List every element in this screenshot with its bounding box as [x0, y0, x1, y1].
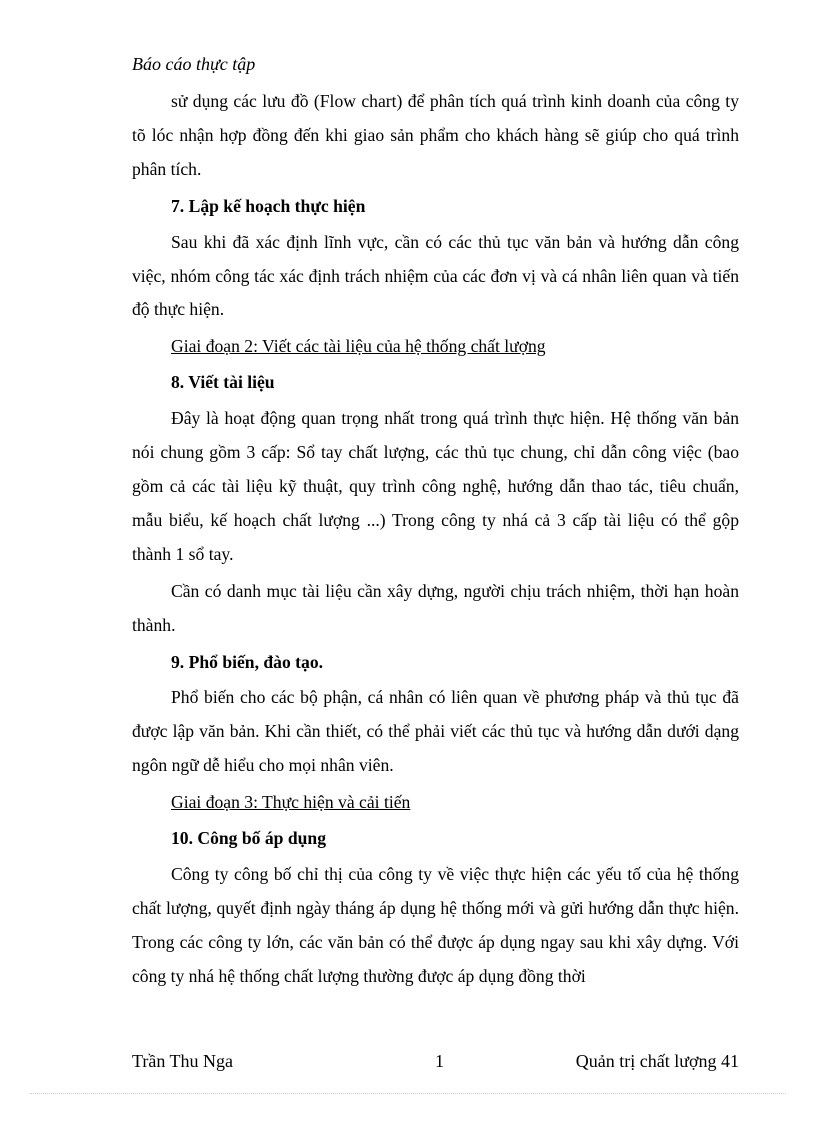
heading-step-8: 8. Viết tài liệu: [171, 372, 275, 393]
document-body: [132, 85, 739, 997]
stage-3-title: [132, 786, 739, 820]
paragraph-training: Phổ biến cho các bộ phận, cá nhân có liên quan về phương pháp và thủ tục đã được lập văn bản. Khi cần thiết, có thể phải viết các thủ tục và hướng dẫn dưới dạng ngôn ngữ dễ hiểu cho mọi nhân viên.: [132, 687, 739, 776]
paragraph-announcement: Công ty công bố chỉ thị của công ty về việc thực hiện các yếu tố của hệ thống chất lượng, quyết định ngày tháng áp dụng hệ thống mới và gửi hướng dẫn thực hiện. Trong các công ty lớn, các văn bản có thể được áp dụng ngay sau khi xây dựng. Với công ty nhá hệ thống chất lượng thường được áp dụng đồng thời: [132, 863, 739, 986]
footer-course: Quản trị chất lượng 41: [575, 1051, 739, 1071]
heading-step-10: 10. Công bố áp dụng: [171, 828, 326, 849]
page-bottom-divider: [30, 1093, 786, 1094]
footer-author: Trần Thu Nga: [132, 1051, 234, 1071]
paragraph-documents: Đây là hoạt động quan trọng nhất trong quá trình thực hiện. Hệ thống văn bản nói chung gồm 3 cấp: Sổ tay chất lượng, các thủ tục chung, chỉ dẫn công việc (bao gồm cả các tài liệu kỹ thuật, quy trình công nghệ, hướng dẫn thao tác, tiêu chuẩn, mẫu biểu, kế hoạch chất lượng ...) Trong công ty nhá cả 3 cấp tài liệu có thể gộp thành 1 sổ tay.: [132, 408, 739, 564]
running-header: Báo cáo thực tập: [132, 54, 256, 74]
paragraph-flow-chart: sử dụng các lưu đồ (Flow chart) để phân tích quá trình kinh doanh của công ty tõ lóc nhận hợp đồng đến khi giao sản phẩm cho khách hàng sẽ giúp cho quá trình phân tích.: [132, 91, 739, 179]
heading-step-9: 9. Phổ biến, đào tạo.: [171, 651, 324, 672]
paragraph-plan: Sau khi đã xác định lĩnh vực, cần có các thủ tục văn bản và hướng dẫn công việc, nhóm công tác xác định trách nhiệm của các đơn vị và cá nhân liên quan và tiến độ thực hiện.: [132, 231, 739, 320]
stage-2-title: [132, 330, 739, 364]
stage-2-label: Giai đoạn 2: Viết các tài liệu của hệ thống chất lượng: [171, 336, 546, 357]
stage-3-label: Giai đoạn 3: Thực hiện và cải tiến: [171, 792, 411, 813]
heading-step-7: 7. Lập kế hoạch thực hiện: [171, 195, 366, 216]
footer-page-number: 1: [435, 1051, 444, 1071]
paragraph-document-list: Cần có danh mục tài liệu cần xây dựng, người chịu trách nhiệm, thời hạn hoàn thành.: [132, 580, 739, 635]
